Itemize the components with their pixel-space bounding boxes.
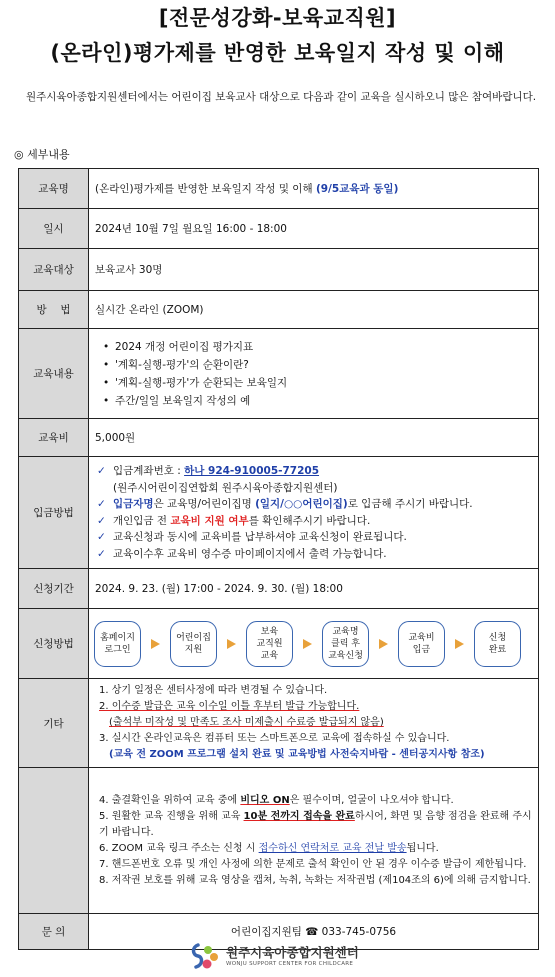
value-fee: 5,000원	[89, 419, 539, 457]
value-payment	[89, 457, 539, 569]
check-icon: ✓	[97, 531, 106, 543]
row-datetime	[19, 209, 539, 249]
arrow-right-icon	[379, 639, 388, 649]
list-item	[97, 546, 532, 563]
row-method	[19, 291, 539, 329]
row-apply	[19, 609, 539, 679]
depositor-mid: 은 교육명/어린이집명	[153, 498, 256, 510]
value-contact: 어린이집지원팀 ☎ 033-745-0756	[89, 914, 539, 950]
step-training	[246, 621, 293, 667]
check-icon: ✓	[97, 498, 106, 510]
notes-list-b	[95, 793, 532, 889]
list-item: • 주간/일일 보육일지 작성의 예	[101, 392, 532, 410]
row-fee	[19, 419, 539, 457]
note4-highlight: 비디오 ON	[240, 794, 290, 806]
content-list	[95, 338, 532, 410]
label-etc-continued	[19, 768, 89, 914]
list-item	[97, 513, 532, 530]
value-etc	[89, 679, 539, 768]
logo-text	[226, 945, 359, 968]
list-item	[99, 841, 532, 857]
list-item	[97, 529, 532, 546]
note4-pre: 4. 출결확인을 위하여 교육 중에	[99, 794, 241, 806]
list-item	[99, 793, 532, 809]
label-target: 교육대상	[19, 249, 89, 291]
step-line: 교육	[260, 650, 279, 661]
row-name	[19, 169, 539, 209]
step-line: 로그인	[104, 644, 131, 655]
step-line: 신청	[488, 632, 507, 643]
account-prefix: 입금계좌번호 :	[113, 465, 185, 477]
value-period: 2024. 9. 23. (월) 17:00 - 2024. 9. 30. (월) 18:00	[89, 569, 539, 609]
label-etc: 기타	[19, 679, 89, 768]
section-heading: ◎ 세부내용	[14, 148, 70, 161]
intro-text: 원주시육아종합지원센터에서는 어린이집 보육교사 대상으로 다음과 같이 교육을 실시하오니 많은 참여바랍니다.	[26, 91, 537, 103]
details-table	[18, 168, 539, 950]
value-method: 실시간 온라인 (ZOOM)	[89, 291, 539, 329]
step-login	[94, 621, 141, 667]
list-item: • '계획-실행-평가'의 순환이란?	[101, 356, 532, 374]
account-holder: (원주시어린이집연합회 원주시육아종합지원센터)	[113, 481, 338, 494]
row-target	[19, 249, 539, 291]
personal-post: 를 확인해주시기 바랍니다.	[248, 514, 371, 527]
depositor-end: 로 입금해 주시기 바랍니다.	[347, 498, 473, 510]
personal-pre: 개인입금 전	[113, 514, 171, 527]
label-method: 방 법	[19, 291, 89, 329]
note5-highlight: 10분 전까지 접속을 완료	[243, 810, 355, 822]
list-item: (교육 전 ZOOM 프로그램 설치 완료 및 교육방법 사전숙지바람 - 센터공지사항 참조)	[109, 749, 485, 760]
step-line: 입금	[412, 644, 431, 655]
note5-post: 하시어, 화면 및 음향 점검을 완료해 주시기 바랍니다.	[99, 810, 532, 838]
list-item: 1. 상기 일정은 센터사정에 따라 변경될 수 있습니다.	[99, 685, 328, 696]
step-line: 홈페이지	[100, 632, 135, 643]
list-item: 2. 이수증 발급은 교육 이수일 이틀 후부터 발급 가능합니다.	[99, 701, 360, 712]
step-line: 보육	[260, 626, 279, 637]
value-name	[89, 169, 539, 209]
list-item: 3. 실시간 온라인교육은 컴퓨터 또는 스마트폰으로 교육에 접속하실 수 있습니다.	[99, 733, 450, 744]
list-item: 8. 저작권 보호를 위해 교육 영상을 캡쳐, 녹취, 녹화는 저작권법 (제104조의 6)에 의해 금지합니다.	[99, 874, 531, 886]
row-etc-continued	[19, 768, 539, 914]
title-line-2: (온라인)평가제를 반영한 보육일지 작성 및 이해	[50, 41, 505, 65]
account-number: 하나 924-910005-77205	[184, 465, 320, 477]
title-block	[0, 0, 555, 78]
personal-red: 교육비 지원 여부	[170, 514, 249, 527]
arrow-right-icon	[227, 639, 236, 649]
arrow-right-icon	[151, 639, 160, 649]
arrow-right-icon	[455, 639, 464, 649]
row-etc	[19, 679, 539, 768]
list-item: • '계획-실행-평가'가 순환되는 보육일지	[101, 374, 532, 392]
label-datetime: 일시	[19, 209, 89, 249]
step-payment	[398, 621, 445, 667]
apply-flow	[89, 621, 538, 667]
note6-pre: 6. ZOOM 교육 링크 주소는 신청 시	[99, 842, 259, 854]
note4-post: 은 필수이며, 얼굴이 나오셔야 합니다.	[289, 794, 454, 806]
row-content	[19, 329, 539, 419]
label-fee: 교육비	[19, 419, 89, 457]
footer-logo	[190, 940, 370, 972]
label-apply: 신청방법	[19, 609, 89, 679]
label-payment: 입금방법	[19, 457, 89, 569]
course-name-highlight: (9/5교육과 동일)	[315, 183, 399, 195]
step-line: 클릭 후	[331, 638, 360, 649]
step-apply	[322, 621, 369, 667]
list-item	[97, 463, 532, 480]
payment-item-5: 교육이수후 교육비 영수증 마이페이지에서 출력 가능합니다.	[113, 547, 387, 560]
label-period: 신청기간	[19, 569, 89, 609]
list-item: • 2024 개정 어린이집 평가지표	[101, 338, 532, 356]
step-line: 교육비	[408, 632, 435, 643]
payment-list	[95, 463, 532, 562]
step-complete	[474, 621, 521, 667]
value-content	[89, 329, 539, 419]
step-line: 교육명	[332, 626, 359, 637]
notes-list-a	[95, 683, 532, 763]
check-icon: ✓	[97, 547, 106, 560]
depositor-example: (일지/○○어린이집)	[255, 498, 348, 510]
logo-subtitle: WONJU SUPPORT CENTER FOR CHILDCARE	[226, 960, 354, 967]
title-line-1: [전문성강화-보육교직원]	[158, 6, 397, 30]
row-period	[19, 569, 539, 609]
value-datetime: 2024년 10월 7일 월요일 16:00 - 18:00	[89, 209, 539, 249]
depositor-label: 입금자명	[113, 498, 154, 510]
note6-post: 됩니다.	[406, 842, 439, 854]
step-line: 어린이집	[176, 632, 211, 643]
step-line: 지원	[184, 644, 203, 655]
note6-highlight: 접수하신 연락처로 교육 전날 발송	[258, 842, 407, 854]
label-content: 교육내용	[19, 329, 89, 419]
step-center	[170, 621, 217, 667]
check-icon: ✓	[97, 465, 106, 477]
step-line: 완료	[488, 644, 507, 655]
step-line: 교직원	[256, 638, 283, 649]
payment-item-4: 교육신청과 동시에 교육비를 납부하셔야 교육신청이 완료됩니다.	[113, 531, 407, 543]
value-apply	[89, 609, 539, 679]
value-target: 보육교사 30명	[89, 249, 539, 291]
label-name: 교육명	[19, 169, 89, 209]
center-logo-icon	[190, 941, 220, 971]
list-item: (출석부 미작성 및 만족도 조사 미제출시 수료증 발급되지 않음)	[109, 717, 384, 728]
arrow-right-icon	[303, 639, 312, 649]
row-payment	[19, 457, 539, 569]
list-item	[99, 809, 532, 841]
step-line: 교육신청	[328, 650, 363, 661]
note5-pre: 5. 원활한 교육 진행을 위해 교육	[99, 810, 244, 822]
value-etc-continued	[89, 768, 539, 914]
logo-name: 원주시육아종합지원센터	[226, 944, 359, 960]
check-icon: ✓	[97, 514, 106, 527]
list-item	[97, 496, 532, 513]
list-item: 7. 핸드폰번호 오류 및 개인 사정에 의한 문제로 출석 확인이 안 된 경우 이수증 발급이 제한됩니다.	[99, 858, 527, 870]
label-contact: 문 의	[19, 914, 89, 950]
course-name: (온라인)평가제를 반영한 보육일지 작성 및 이해	[95, 183, 313, 195]
